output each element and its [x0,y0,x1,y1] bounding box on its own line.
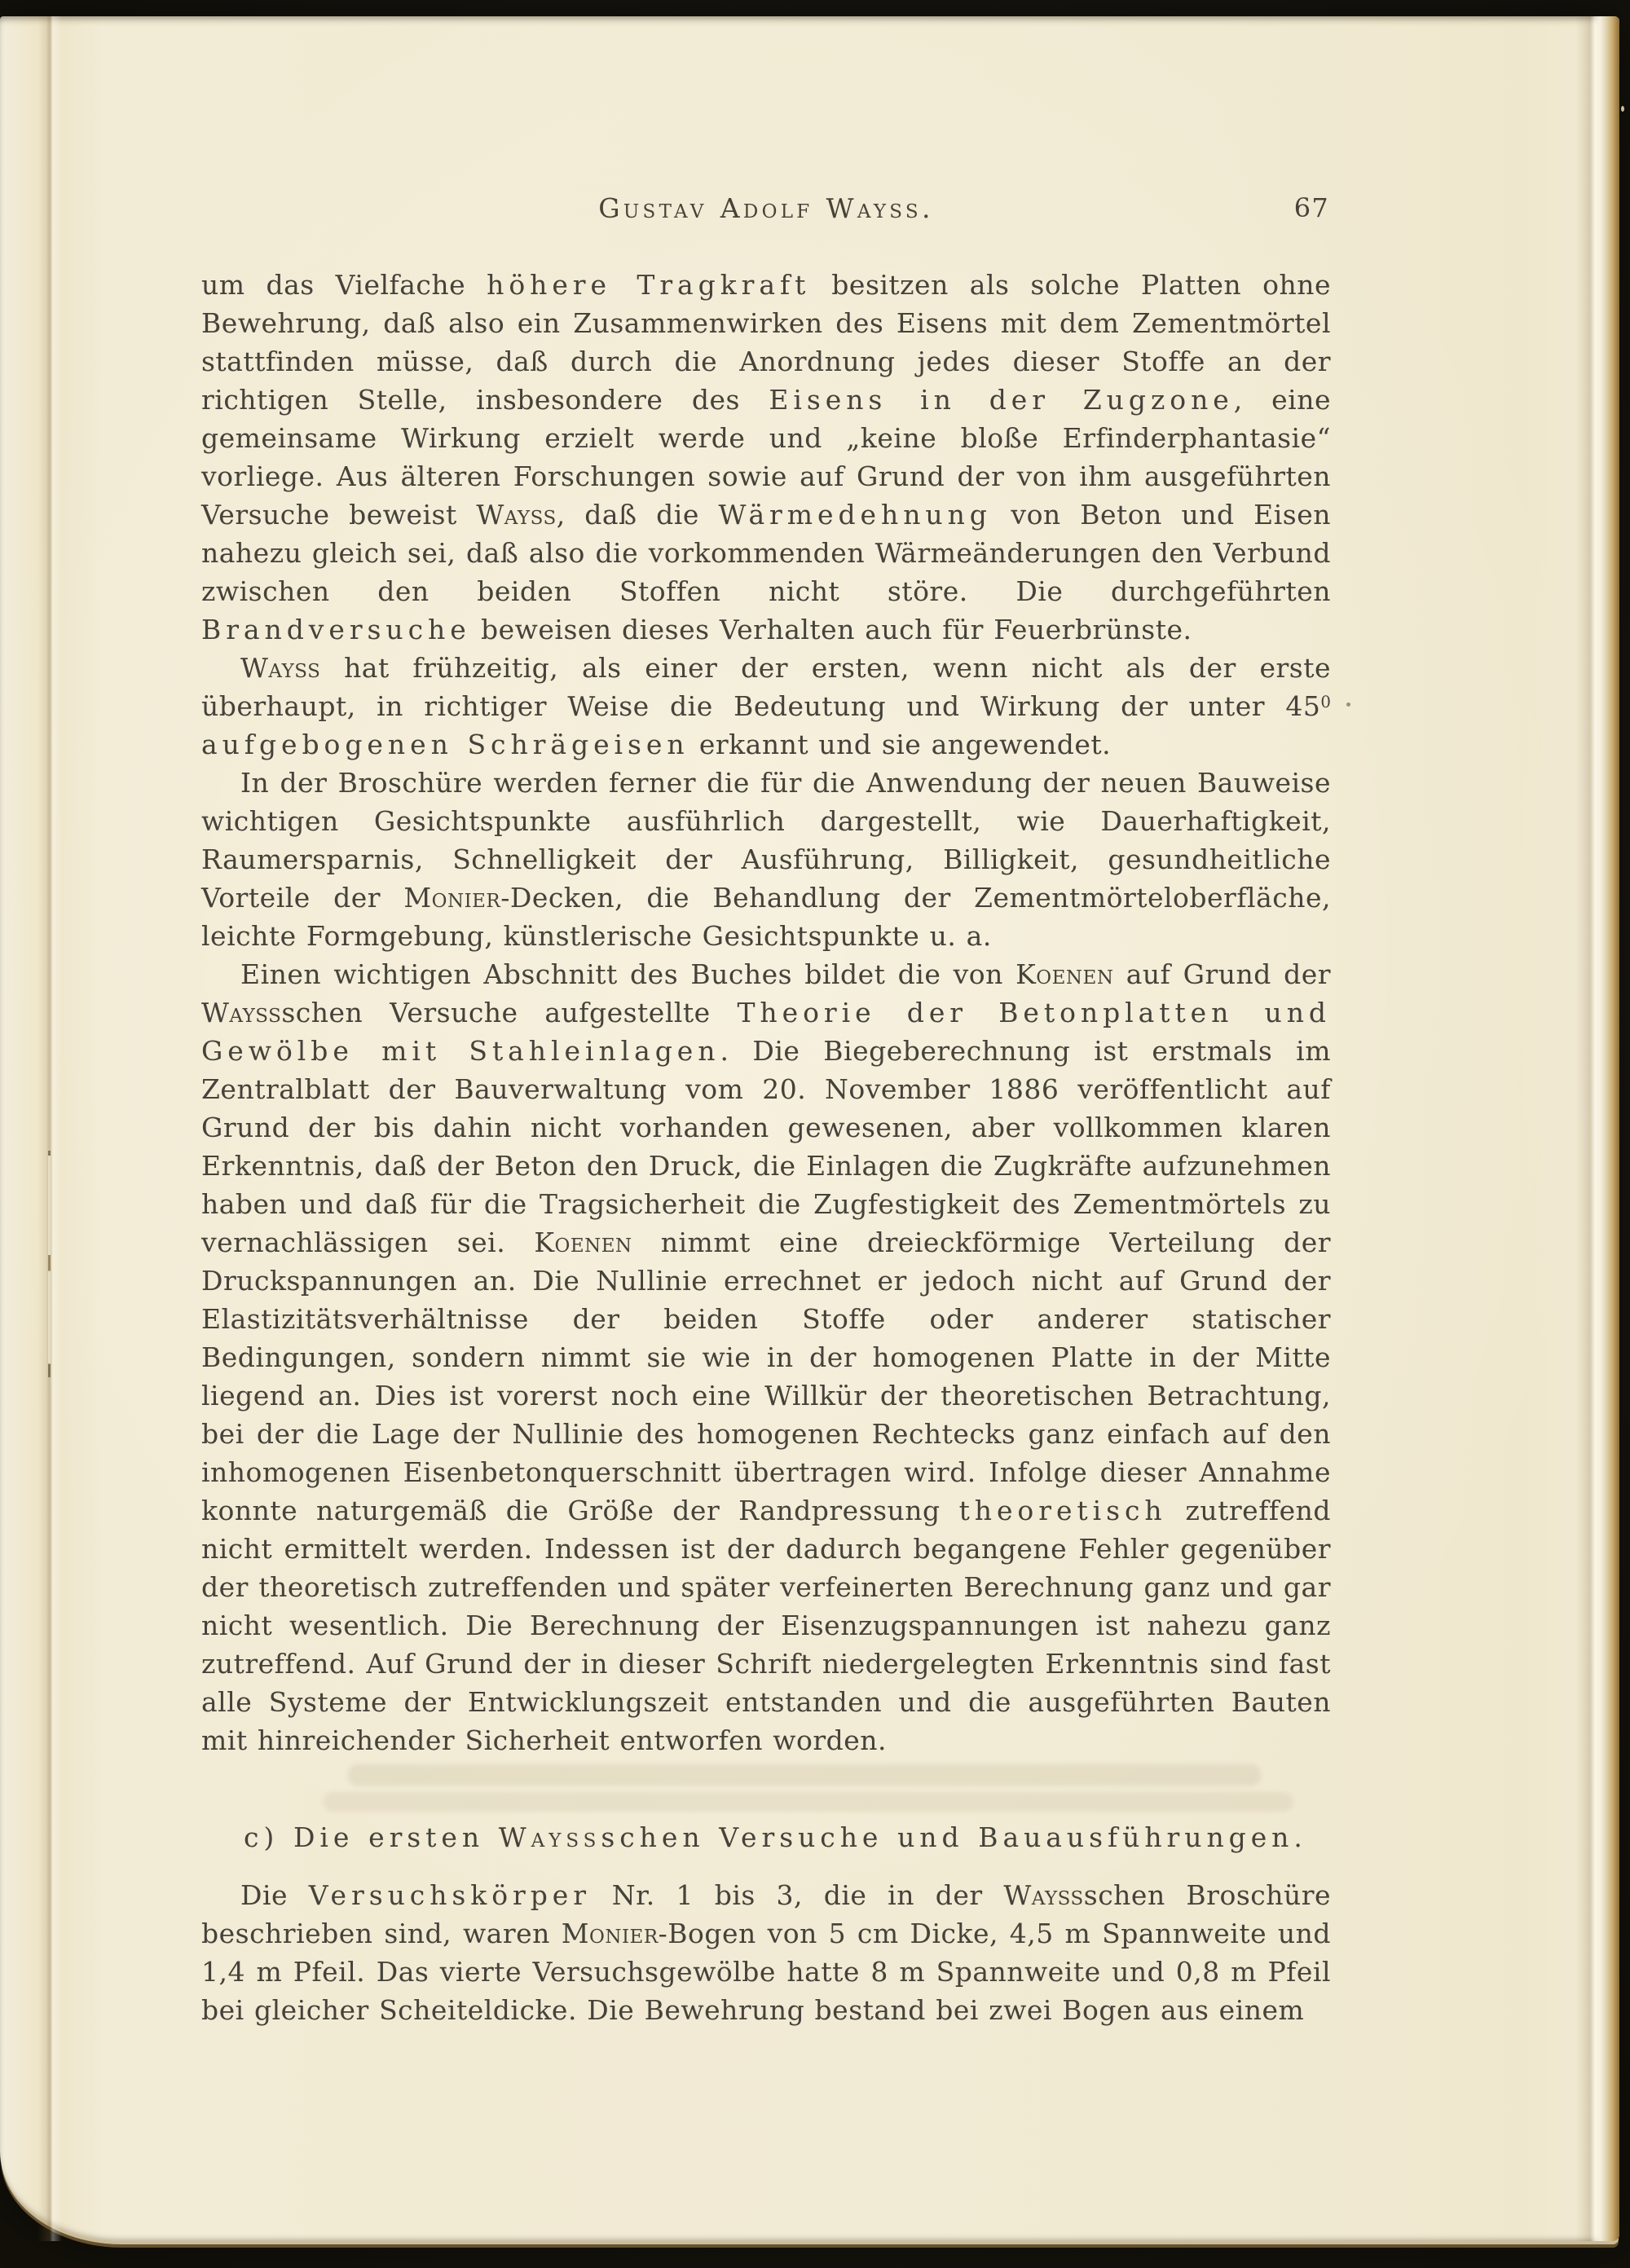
emphasized-text: c) Die ersten [244,1821,499,1853]
body-text [201,266,1331,2029]
paragraph: Wayss hat frühzeitig, als einer der ersten, wenn nicht als der erste überhaupt, in richtiger Weise die Bedeutung und Wirkung der unter $45^0$ aufgebogenen Schrägeisen erkannt und sie angewendet. [201,652,1331,760]
dust-speck [1621,106,1624,112]
paragraph: um das Vielfache höhere Tragkraft besitzen als solche Platten ohne Bewehrung, daß also ein Zusammenwirken des Eisens mit dem Zementmörtel stattfinden müsse, daß durch die Anordnung jedes dieser Stoffe an der richtigen Stelle, insbesondere des Eisens in der Zugzone, eine gemeinsame Wirkung erzielt werde und „keine bloße Erfinderphantasie“ vorliege. Aus älteren Forschungen sowie auf Grund der von ihm ausgeführten Versuche beweist Wayss, daß die Wärmedehnung von Beton und Eisen nahezu gleich sei, daß also die vorkommenden Wärmeänderungen den Verbund zwischen den beiden Stoffen nicht störe. Die durchgeführten Brandversuche beweisen dieses Verhalten auch für Feuerbrünste. [201,269,1332,645]
emphasized-text: aufgebogenen Schrägeisen [201,729,689,760]
emphasized-text: höhere Tragkraft [487,269,811,301]
text-block [201,189,1331,2029]
emphasized-text: theoretisch [958,1495,1167,1526]
emphasized-text: Eisens in der Zugzone [769,384,1234,416]
paragraph: Die Versuchskörper Nr. 1 bis 3, die in der Wayssschen Broschüre beschrieben sind, waren Monier-Bogen von 5 cm Dicke, 4,5 m Spannweite und 1,4 m Pfeil. Das vierte Versuchsgewölbe hatte 8 m Spannweite und 0,8 m Pfeil bei gleicher Scheiteldicke. Die Bewehrung bestand bei zwei Bogen aus einem [201,1879,1332,2026]
paragraph: Einen wichtigen Abschnitt des Buches bildet die von Koenen auf Grund der Wayssschen Versuche aufgestellte Theorie der Betonplatten und Gewölbe mit Stahleinlagen. Die Biegeberechnung ist erstmals im Zentralblatt der Bauverwaltung vom 20. November 1886 veröffentlicht auf Grund der bis dahin nicht vorhanden gewesenen, aber vollkommen klaren Erkenntnis, daß der Beton den Druck, die Einlagen die Zugkräfte aufzunehmen haben und daß für die Tragsicherheit die Zugfestigkeit des Zementmörtels zu vernachlässigen sei. Koenen nimmt eine dreieckförmige Verteilung der Druckspannungen an. Die Nullinie errechnet er jedoch nicht auf Grund der Elastizitätsverhältnisse der beiden Stoffe oder anderer statischer Bedingungen, sondern nimmt sie wie in der homogenen Platte in der Mitte liegend an. Dies ist vorerst noch eine Willkür der theoretischen Betrachtung, bei der die Lage der Nullinie des homogenen Rechtecks ganz einfach auf den inhomogenen Eisenbetonquerschnitt übertragen wird. Infolge dieser Annahme konnte naturgemäß die Größe der Randpressung theoretisch zutreffend nicht ermittelt werden. Indessen ist der dadurch begangene Fehler gegenüber der theoretisch zutreffenden und später verfeinerten Berechnung ganz und gar nicht wesentlich. Die Berechnung der Eisenzugspannungen ist nahezu ganz zutreffend. Auf Grund der in dieser Schrift niedergelegten Erkenntnis sind fast alle Systeme der Entwicklungszeit entstanden und die ausgeführten Bauten mit hinreichender Sicherheit entworfen worden. [201,958,1332,1756]
emphasized-text: schen Versuche und Bauausführungen. [601,1821,1307,1853]
page-number: 67 [1293,192,1329,223]
emphasized-text: Monier [561,1918,659,1949]
emphasized-text: Wayss [240,652,321,684]
paragraph: In der Broschüre werden ferner die für die Anwendung der neuen Bauweise wichtigen Gesichtspunkte ausführlich dargestellt, wie Dauerhaftigkeit, Raumersparnis, Schnelligkeit der Ausführung, Billigkeit, gesundheitliche Vorteile der Monier-Decken, die Behandlung der Zementmörteloberfläche, leichte Formgebung, künstlerische Gesichtspunkte u. a. [201,767,1331,952]
running-title: Gustav Adolf Wayss. [598,192,934,224]
emphasized-text: Wayss [201,997,282,1028]
emphasized-text: Wayss [476,499,557,531]
emphasized-text: Koenen [1015,958,1114,990]
emphasized-text: Monier [403,882,501,914]
superscript: 0 [1320,693,1331,712]
emphasized-text: Wayss [1003,1879,1084,1911]
emphasized-text: Versuchskörper [308,1879,591,1911]
gutter-crease [37,16,62,2241]
dust-speck [1346,702,1350,707]
emphasized-text: Wayss [498,1821,601,1853]
emphasized-text: Theorie der Betonplatten und Gewölbe mit Stahleinlagen [201,997,1331,1067]
binding-stitch [48,1151,51,1377]
emphasized-text: Wärmedehnung [718,499,992,531]
book-page [0,16,1619,2241]
emphasized-text: Koenen [534,1226,632,1258]
emphasized-text: Brandversuche [201,614,471,645]
section-heading [201,1818,1331,1856]
page-header [201,189,1331,225]
page-edge-stack [1575,16,1619,2241]
